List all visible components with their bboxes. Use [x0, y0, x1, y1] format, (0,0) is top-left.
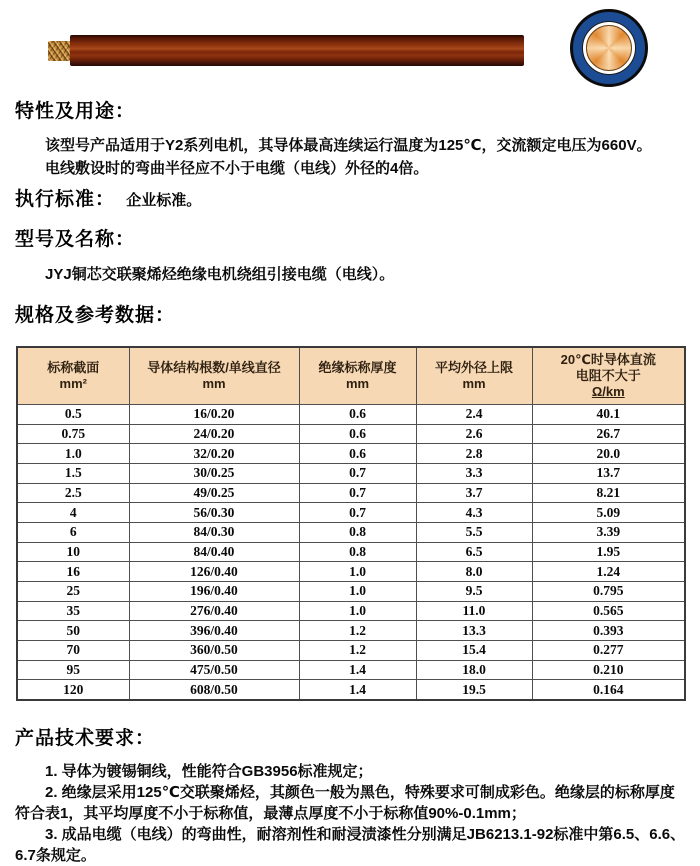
spec-cell: 5.09	[532, 503, 685, 523]
spec-row	[17, 562, 685, 582]
product-figure	[0, 0, 700, 96]
spec-cell: 0.393	[532, 621, 685, 641]
model-paragraph	[45, 263, 685, 286]
spec-cell: 35	[17, 601, 129, 621]
spec-cell: 70	[17, 640, 129, 660]
spec-row	[17, 660, 685, 680]
spec-cell: 0.8	[299, 542, 416, 562]
spec-cell: 3.7	[416, 483, 532, 503]
spec-header-row	[17, 347, 685, 405]
spec-row	[17, 542, 685, 562]
spec-cell: 0.277	[532, 640, 685, 660]
spec-cell: 2.8	[416, 444, 532, 464]
spec-column-header: 绝缘标称厚度 mm	[299, 347, 416, 405]
spec-cell: 30/0.25	[129, 463, 299, 483]
spec-row	[17, 463, 685, 483]
spec-cell: 360/0.50	[129, 640, 299, 660]
spec-cell: 6.5	[416, 542, 532, 562]
spec-cell: 26.7	[532, 424, 685, 444]
spec-cell: 11.0	[416, 601, 532, 621]
spec-cell: 1.0	[299, 581, 416, 601]
spec-cell: 0.6	[299, 444, 416, 464]
spec-cell: 3.3	[416, 463, 532, 483]
spec-cell: 2.6	[416, 424, 532, 444]
spec-row	[17, 621, 685, 641]
spec-cell: 120	[17, 680, 129, 700]
spec-cell: 2.5	[17, 483, 129, 503]
spec-cell: 5.5	[416, 522, 532, 542]
spec-row	[17, 444, 685, 464]
spec-cell: 0.5	[17, 405, 129, 425]
spec-column-header: 平均外径上限 mm	[416, 347, 532, 405]
section-heading-standard	[15, 189, 700, 212]
section-heading-features	[15, 101, 700, 123]
requirements-list	[0, 761, 700, 866]
spec-row	[17, 483, 685, 503]
section-heading-model	[15, 229, 700, 251]
spec-cell: 0.6	[299, 424, 416, 444]
spec-column-header: 导体结构根数/单线直径 mm	[129, 347, 299, 405]
spec-cell: 49/0.25	[129, 483, 299, 503]
spec-cell: 0.164	[532, 680, 685, 700]
spec-cell: 276/0.40	[129, 601, 299, 621]
features-heading-text: 特性及用途：	[15, 101, 136, 122]
features-line-2: 电线敷设时的弯曲半径应不小于电缆（电线）外径的4倍。	[45, 160, 429, 177]
spec-row	[17, 581, 685, 601]
spec-cell: 0.75	[17, 424, 129, 444]
spec-cell: 16	[17, 562, 129, 582]
spec-row	[17, 405, 685, 425]
spec-cell: 608/0.50	[129, 680, 299, 700]
spec-cell: 0.8	[299, 522, 416, 542]
requirement-item: 3. 成品电缆（电线）的弯曲性，耐溶剂性和耐浸渍漆性分别满足JB6213.1-92标准中第6.5、6.6、6.7条规定。	[15, 826, 686, 864]
spec-row	[17, 640, 685, 660]
spec-cell: 8.21	[532, 483, 685, 503]
spec-cell: 24/0.20	[129, 424, 299, 444]
cable-cross-section-icon	[570, 9, 648, 87]
spec-cell: 4	[17, 503, 129, 523]
spec-cell: 396/0.40	[129, 621, 299, 641]
cable-jacket-image	[70, 35, 524, 66]
spec-row	[17, 680, 685, 700]
spec-cell: 1.0	[299, 562, 416, 582]
spec-cell: 126/0.40	[129, 562, 299, 582]
spec-cell: 1.95	[532, 542, 685, 562]
requirement-item: 1. 导体为镀锡铜线，性能符合GB3956标准规定；	[45, 763, 373, 780]
spec-cell: 9.5	[416, 581, 532, 601]
spec-cell: 1.4	[299, 680, 416, 700]
spec-cell: 13.7	[532, 463, 685, 483]
specs-heading-text: 规格及参考数据：	[15, 305, 176, 326]
spec-cell: 56/0.30	[129, 503, 299, 523]
model-name-text: JYJ铜芯交联聚烯烃绝缘电机绕组引接电缆（电线）。	[45, 266, 395, 283]
spec-cell: 196/0.40	[129, 581, 299, 601]
section-heading-specs	[15, 305, 700, 327]
spec-cell: 0.7	[299, 503, 416, 523]
features-paragraph	[45, 134, 685, 180]
spec-cell: 95	[17, 660, 129, 680]
spec-cell: 16/0.20	[129, 405, 299, 425]
spec-cell: 4.3	[416, 503, 532, 523]
spec-cell: 1.4	[299, 660, 416, 680]
spec-cell: 18.0	[416, 660, 532, 680]
spec-cell: 19.5	[416, 680, 532, 700]
spec-cell: 0.6	[299, 405, 416, 425]
standard-heading-text: 执行标准：	[15, 189, 116, 210]
spec-table-body	[17, 405, 685, 701]
spec-cell: 20.0	[532, 444, 685, 464]
section-heading-requirements	[15, 728, 700, 750]
spec-cell: 84/0.40	[129, 542, 299, 562]
spec-cell: 1.0	[17, 444, 129, 464]
spec-cell: 10	[17, 542, 129, 562]
spec-column-header: 20℃时导体直流 电阻不大于 Ω/km	[532, 347, 685, 405]
spec-cell: 1.0	[299, 601, 416, 621]
spec-table	[16, 346, 686, 701]
spec-row	[17, 601, 685, 621]
spec-cell: 13.3	[416, 621, 532, 641]
spec-cell: 84/0.30	[129, 522, 299, 542]
model-heading-text: 型号及名称：	[15, 229, 136, 250]
spec-row	[17, 503, 685, 523]
requirement-item: 2. 绝缘层采用125℃交联聚烯烃，其颜色一般为黑色，特殊要求可制成彩色。绝缘层的标称厚度符合表1，其平均厚度不小于标称值，最薄点厚度不小于标称值90%-0.1mm；	[15, 784, 675, 822]
spec-table-header	[17, 347, 685, 405]
spec-cell: 1.2	[299, 621, 416, 641]
spec-column-header: 标称截面 mm²	[17, 347, 129, 405]
spec-cell: 6	[17, 522, 129, 542]
spec-cell: 32/0.20	[129, 444, 299, 464]
spec-cell: 1.2	[299, 640, 416, 660]
spec-cell: 15.4	[416, 640, 532, 660]
spec-cell: 25	[17, 581, 129, 601]
spec-cell: 0.795	[532, 581, 685, 601]
requirements-heading-text: 产品技术要求：	[15, 728, 156, 749]
spec-row	[17, 522, 685, 542]
spec-cell: 3.39	[532, 522, 685, 542]
spec-cell: 1.5	[17, 463, 129, 483]
spec-cell: 2.4	[416, 405, 532, 425]
features-line-1: 该型号产品适用于Y2系列电机，其导体最高连续运行温度为125℃，交流额定电压为660V。	[45, 137, 652, 154]
spec-cell: 0.210	[532, 660, 685, 680]
spec-cell: 0.565	[532, 601, 685, 621]
spec-cell: 50	[17, 621, 129, 641]
spec-cell: 0.7	[299, 463, 416, 483]
spec-cell: 0.7	[299, 483, 416, 503]
spec-cell: 475/0.50	[129, 660, 299, 680]
spec-cell: 8.0	[416, 562, 532, 582]
insulation-gap-ring	[582, 21, 636, 75]
spec-row	[17, 424, 685, 444]
spec-cell: 40.1	[532, 405, 685, 425]
standard-value-text: 企业标准。	[126, 192, 202, 209]
copper-core-icon	[586, 25, 632, 71]
spec-cell: 1.24	[532, 562, 685, 582]
